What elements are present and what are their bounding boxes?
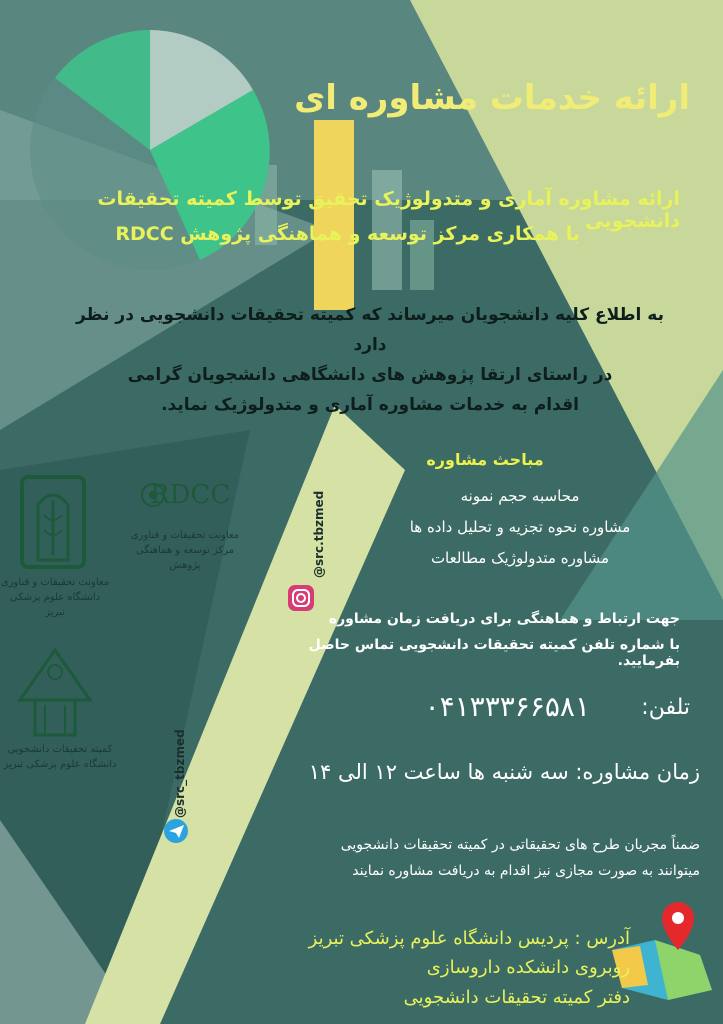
rdcc-logo-text: RDCC — [150, 480, 231, 510]
vice-logo-caption: معاونت تحقیقات و فناوری دانشگاه علوم پزشکی تبریز — [0, 577, 110, 618]
phone-number[interactable]: ۰۴۱۳۳۳۶۶۵۸۱ — [424, 690, 590, 723]
src-logo-caption: کمیته تحقیقات دانشجویی دانشگاه علوم پزشکی تبریز — [3, 744, 117, 770]
consultation-hours: زمان مشاوره: سه شنبه ها ساعت ۱۲ الی ۱۴ — [308, 760, 700, 784]
intro-line: در راستای ارتقا پژوهش های دانشگاهی دانشجویان گرامی — [127, 365, 613, 385]
topics-heading: مباحث مشاوره — [426, 450, 544, 469]
telegram-icon — [164, 819, 188, 843]
intro-line: به اطلاع کلیه دانشجویان میرساند که کمیته تحقیقات دانشجویی در نظر دارد — [75, 305, 664, 355]
address-line-1: آدرس : پردیس دانشگاه علوم پزشکی تبریز — [308, 928, 630, 949]
instagram-icon — [288, 585, 314, 611]
address-line-2: روبروی دانشکده داروسازی — [426, 957, 630, 978]
note-line: میتوانند به صورت مجازی نیز اقدام به دریافت مشاوره نمایند — [352, 863, 700, 879]
subtitle-line-2: با همکاری مرکز توسعه و هماهنگی پژوهش RDCC — [115, 223, 580, 245]
note-paragraph — [200, 832, 700, 884]
topic-item: مشاوره نحوه تجزیه و تحلیل داده ها — [409, 518, 631, 536]
note-line: ضمناً مجریان طرح های تحقیقاتی در کمیته تحقیقات دانشجویی — [340, 837, 700, 853]
contact-line-1: جهت ارتباط و هماهنگی برای دریافت زمان مشاوره — [328, 611, 680, 627]
address-line-3: دفتر کمیته تحقیقات دانشجویی — [403, 987, 630, 1008]
telegram-handle[interactable]: @src_tbzmed — [173, 729, 187, 818]
topic-item: مشاوره متدولوژیک مطالعات — [430, 549, 610, 567]
topic-item: محاسبه حجم نمونه — [460, 487, 580, 505]
subtitle-line-1: ارائه مشاوره آماری و متدولوژیک تحقیق توسط کمیته تحقیقات دانشجویی — [97, 188, 680, 232]
intro-line: اقدام به خدمات مشاوره آماری و متدولوژیک نماید. — [161, 395, 579, 415]
contact-line-2: با شماره تلفن کمیته تحقیقات دانشجویی تماس حاصل بفرمایید. — [308, 637, 680, 669]
instagram-handle[interactable]: @src.tbzmed — [312, 490, 326, 578]
intro-paragraph — [60, 300, 680, 420]
rdcc-logo-caption: معاونت تحقیقات و فناوری مرکز توسعه و هماهنگی پژوهش — [130, 530, 240, 571]
phone-label: تلفن: — [641, 695, 690, 720]
page-title: ارائه خدمات مشاوره ای — [294, 78, 690, 118]
